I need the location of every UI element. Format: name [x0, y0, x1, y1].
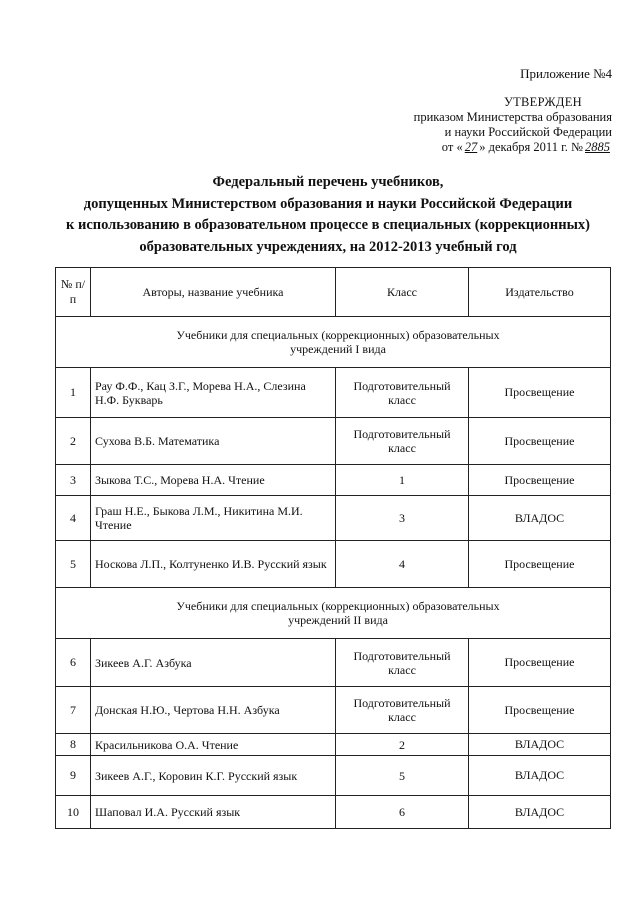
appendix-label: Приложение №4	[520, 66, 612, 81]
row-authors: Шаповал И.А. Русский язык	[91, 796, 336, 829]
date-prefix: от «	[441, 140, 463, 154]
approved-date-line	[362, 140, 612, 155]
row-publisher: Просвещение	[469, 368, 611, 418]
table-row	[56, 639, 611, 687]
row-publisher: ВЛАДОС	[469, 796, 611, 829]
row-class: 4	[336, 541, 469, 588]
row-class: Подготовительный класс	[336, 418, 469, 465]
approved-line-1: приказом Министерства образования	[413, 110, 612, 124]
row-class: 6	[336, 796, 469, 829]
row-authors: Зикеев А.Г. Азбука	[91, 639, 336, 687]
row-authors: Граш Н.Е., Быкова Л.М., Никитина М.И. Чтение	[91, 496, 336, 541]
table-row	[56, 418, 611, 465]
row-class: 3	[336, 496, 469, 541]
section-row-1	[56, 317, 611, 368]
row-num: 4	[56, 496, 91, 541]
row-num: 9	[56, 756, 91, 796]
row-authors: Красильникова О.А. Чтение	[91, 734, 336, 756]
row-publisher: Просвещение	[469, 418, 611, 465]
section-heading-2: Учебники для специальных (коррекционных) образовательных учреждений II вида	[56, 588, 611, 639]
row-publisher: Просвещение	[469, 465, 611, 496]
row-class: 5	[336, 756, 469, 796]
row-num: 6	[56, 639, 91, 687]
header-num: № п/п	[56, 268, 91, 317]
row-class: 2	[336, 734, 469, 756]
header-publisher: Издательство	[469, 268, 611, 317]
row-authors: Носкова Л.П., Колтуненко И.В. Русский язык	[91, 541, 336, 588]
row-publisher: Просвещение	[469, 541, 611, 588]
table-row	[56, 734, 611, 756]
row-authors: Рау Ф.Ф., Кац З.Г., Морева Н.А., Слезина Н.Ф. Букварь	[91, 368, 336, 418]
approved-title: УТВЕРЖДЕН	[503, 95, 582, 109]
approved-line-2: и науки Российской Федерации	[444, 125, 612, 139]
header-class: Класс	[336, 268, 469, 317]
row-publisher: ВЛАДОС	[469, 496, 611, 541]
row-publisher: ВЛАДОС	[469, 734, 611, 756]
row-authors: Зикеев А.Г., Коровин К.Г. Русский язык	[91, 756, 336, 796]
row-publisher: Просвещение	[469, 687, 611, 734]
row-publisher: ВЛАДОС	[469, 756, 611, 796]
approval-day: 27	[464, 140, 478, 154]
row-class: 1	[336, 465, 469, 496]
table-row	[56, 368, 611, 418]
row-num: 8	[56, 734, 91, 756]
row-num: 5	[56, 541, 91, 588]
row-class: Подготовительный класс	[336, 687, 469, 734]
section-row-2	[56, 588, 611, 639]
row-class: Подготовительный класс	[336, 368, 469, 418]
row-authors: Донская Н.Ю., Чертова Н.Н. Азбука	[91, 687, 336, 734]
table-row	[56, 756, 611, 796]
title-line-3: к использованию в образовательном процессе в специальных (коррекционных)	[65, 217, 590, 233]
document-title	[40, 172, 616, 258]
title-line-4: образовательных учреждениях, на 2012-2013 учебный год	[139, 238, 517, 255]
approval-number: 2885	[585, 140, 610, 154]
table-row	[56, 796, 611, 829]
row-publisher: Просвещение	[469, 639, 611, 687]
row-num: 10	[56, 796, 91, 829]
section-heading-1: Учебники для специальных (коррекционных) образовательных учреждений I вида	[56, 317, 611, 368]
row-num: 2	[56, 418, 91, 465]
table-row	[56, 687, 611, 734]
row-authors: Зыкова Т.С., Морева Н.А. Чтение	[91, 465, 336, 496]
table-header-row	[56, 268, 611, 317]
table-row	[56, 496, 611, 541]
date-mid: » декабря 2011 г. №	[479, 140, 583, 154]
row-num: 7	[56, 687, 91, 734]
header-authors: Авторы, название учебника	[91, 268, 336, 317]
textbook-table	[55, 267, 611, 829]
row-class: Подготовительный класс	[336, 639, 469, 687]
title-line-1: Федеральный перечень учебников,	[212, 174, 444, 190]
row-num: 3	[56, 465, 91, 496]
approval-block	[362, 95, 612, 155]
table-row	[56, 465, 611, 496]
row-authors: Сухова В.Б. Математика	[91, 418, 336, 465]
title-line-2: допущенных Министерством образования и науки Российской Федерации	[83, 195, 573, 212]
row-num: 1	[56, 368, 91, 418]
table-row	[56, 541, 611, 588]
